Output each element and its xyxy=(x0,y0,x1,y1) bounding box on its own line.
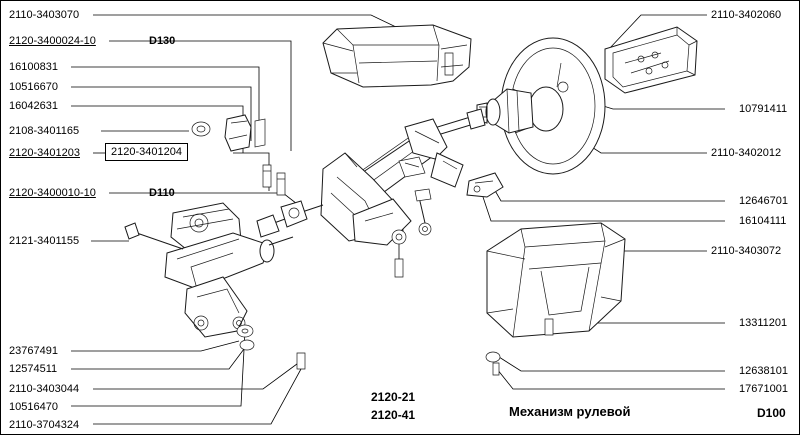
label-right-1: 10791411 xyxy=(739,103,788,115)
steering-wheel xyxy=(477,38,605,174)
model-code-1: 2120-21 xyxy=(371,390,416,404)
label-left-12: 12574511 xyxy=(9,363,58,375)
label-right-4: 16104111 xyxy=(739,215,787,227)
steering-column-upper-cowl xyxy=(323,25,471,87)
label-left-0: 2110-3403070 xyxy=(9,9,80,21)
support-bracket xyxy=(467,173,503,197)
label-left-d110: D110 xyxy=(149,187,175,199)
combination-switch-panel xyxy=(605,27,697,93)
lower-steering-column-shroud xyxy=(487,223,625,337)
label-left-13: 2110-3403044 xyxy=(9,383,80,395)
exploded-parts-illustration xyxy=(1,1,800,435)
label-right-0: 2110-3402060 xyxy=(711,9,782,21)
label-right-6: 13311201 xyxy=(739,317,788,329)
boxed-part-label: 2120-3401204 xyxy=(105,143,188,161)
label-right-8: 17671001 xyxy=(739,383,788,395)
label-right-3: 12646701 xyxy=(739,195,788,207)
label-left-15: 2110-3704324 xyxy=(9,419,80,431)
label-right-5: 2110-3403072 xyxy=(711,245,782,257)
label-left-d130: D130 xyxy=(149,35,176,47)
label-left-6: 2108-3401165 xyxy=(9,125,80,137)
label-left-14: 10516470 xyxy=(9,401,58,413)
label-left-11: 23767491 xyxy=(9,345,58,357)
intermediate-shaft-universal-joint xyxy=(257,201,323,237)
label-right-2: 2110-3402012 xyxy=(711,147,782,159)
sheet-code: D100 xyxy=(757,406,786,420)
steering-column-assembly xyxy=(321,109,485,277)
label-left-8: 2120-3400010-10 xyxy=(9,187,96,199)
label-left-10: 2121-3401155 xyxy=(9,235,80,247)
label-left-3: 16100831 xyxy=(9,61,58,73)
label-left-4: 10516670 xyxy=(9,81,58,93)
label-left-5: 16042631 xyxy=(9,100,58,112)
diagram-title: Механизм рулевой xyxy=(509,404,631,419)
label-left-7: 2120-3401203 xyxy=(9,147,80,159)
model-code-2: 2120-41 xyxy=(371,408,416,422)
label-left-1: 2120-3400024-10 xyxy=(9,35,96,47)
label-right-7: 12638101 xyxy=(739,365,788,377)
